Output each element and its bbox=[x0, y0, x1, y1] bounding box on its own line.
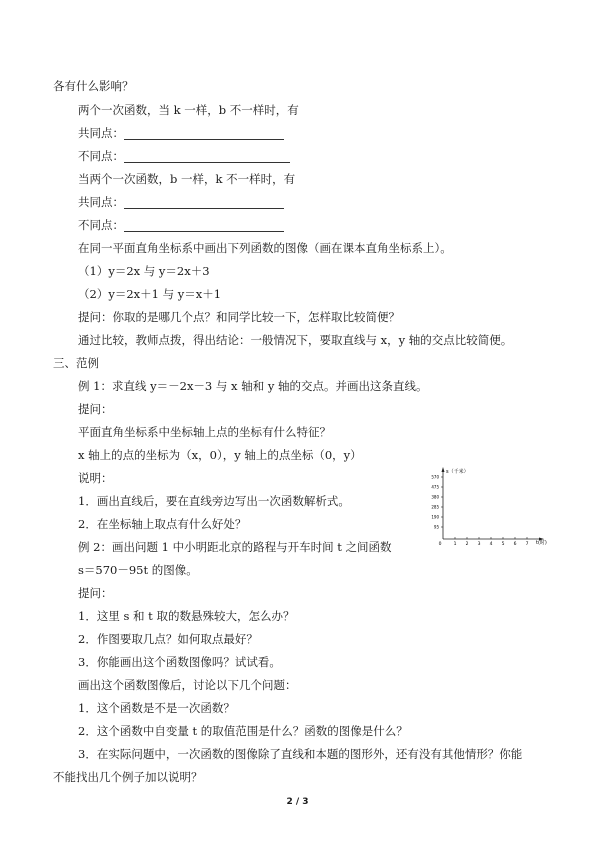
text-line: 2．这个函数中自变量 t 的取值范围是什么？函数的图像是什么？ bbox=[78, 724, 408, 738]
x-tick-label: 7 bbox=[525, 542, 529, 547]
blank-line bbox=[78, 126, 284, 140]
x-axis-label: t(时) bbox=[536, 540, 547, 546]
text-label: 不同点： bbox=[78, 149, 124, 163]
x-tick-label: 5 bbox=[501, 542, 505, 547]
x-tick-label: 1 bbox=[453, 542, 457, 547]
text-line: 例 2：画出问题 1 中小明距北京的路程与开车时间 t 之间函数 bbox=[78, 540, 392, 554]
text-line: 不能找出几个例子加以说明？ bbox=[53, 770, 203, 784]
text-line: 通过比较，教师点拨，得出结论：一般情况下，要取直线与 x，y 轴的交点比较简便。 bbox=[78, 333, 513, 347]
text-line: 提问： bbox=[78, 586, 113, 600]
y-tick-label: 190 bbox=[431, 514, 439, 520]
text-line: s＝570－95t 的图像。 bbox=[78, 563, 198, 577]
x-tick-label: 0 bbox=[438, 542, 442, 547]
text-line: 提问： bbox=[78, 402, 113, 416]
y-tick-label: 285 bbox=[431, 504, 439, 510]
fill-blank[interactable] bbox=[124, 128, 284, 140]
text-line: 1．这里 s 和 t 取的数悬殊较大，怎么办？ bbox=[78, 609, 295, 623]
y-tick-label: 95 bbox=[433, 524, 439, 530]
fill-blank[interactable] bbox=[124, 197, 284, 209]
coordinate-figure bbox=[425, 465, 555, 547]
blank-line bbox=[78, 195, 284, 209]
y-tick-label: 380 bbox=[431, 494, 439, 500]
y-axis-arrow bbox=[442, 467, 445, 472]
text-line: 3．你能画出这个函数图像吗？试试看。 bbox=[78, 655, 281, 669]
page-number: 2 / 3 bbox=[286, 797, 309, 807]
fill-blank[interactable] bbox=[124, 220, 284, 232]
blank-line bbox=[78, 218, 284, 232]
text-line: 2．作图要取几点？如何取点最好？ bbox=[78, 632, 258, 646]
text-label: 共同点： bbox=[78, 126, 124, 140]
text-line: 平面直角坐标系中坐标轴上点的坐标有什么特征？ bbox=[78, 425, 331, 439]
text-line: 2．在坐标轴上取点有什么好处？ bbox=[78, 517, 247, 531]
text-line: （2）y＝2x＋1 与 y＝x＋1 bbox=[78, 287, 222, 301]
y-axis-label: s（千米） bbox=[446, 469, 469, 475]
text-line: 1．这个函数是不是一次函数？ bbox=[78, 701, 235, 715]
text-line: x 轴上的点的坐标为（x，0），y 轴上的点坐标（0，y） bbox=[78, 448, 362, 462]
fill-blank[interactable] bbox=[124, 151, 290, 163]
x-tick-label: 3 bbox=[477, 542, 481, 547]
text-label: 不同点： bbox=[78, 218, 124, 232]
text-line: 在同一平面直角坐标系中画出下列函数的图像（画在课本直角坐标系上）。 bbox=[78, 241, 452, 255]
blank-line bbox=[78, 149, 290, 163]
text-line: 画出这个函数图像后，讨论以下几个问题： bbox=[78, 678, 297, 692]
text-line: 提问：你取的是哪几个点？和同学比较一下，怎样取比较简便？ bbox=[78, 310, 400, 324]
x-tick-label: 6 bbox=[513, 542, 517, 547]
text-line: 1．画出直线后，要在直线旁边写出一次函数解析式。 bbox=[78, 494, 350, 508]
y-tick-label: 570 bbox=[431, 474, 439, 480]
text-line: 例 1：求直线 y＝－2x－3 与 x 轴和 y 轴的交点。并画出这条直线。 bbox=[78, 379, 428, 393]
text-line: 3．在实际问题中，一次函数的图像除了直线和本题的图形外，还有没有其他情形？你能 bbox=[78, 747, 523, 761]
section-heading: 三、范例 bbox=[53, 356, 99, 370]
text-line: （1）y＝2x 与 y＝2x＋3 bbox=[78, 264, 210, 278]
x-tick-label: 2 bbox=[465, 542, 469, 547]
x-tick-label: 4 bbox=[489, 542, 493, 547]
text-line: 当两个一次函数，b 一样，k 不一样时，有 bbox=[78, 172, 296, 186]
text-line: 两个一次函数，当 k 一样，b 不一样时，有 bbox=[78, 103, 299, 117]
text-line: 说明： bbox=[78, 471, 113, 485]
text-label: 共同点： bbox=[78, 195, 124, 209]
y-tick-label: 475 bbox=[431, 484, 439, 490]
text-line: 各有什么影响？ bbox=[53, 79, 134, 93]
